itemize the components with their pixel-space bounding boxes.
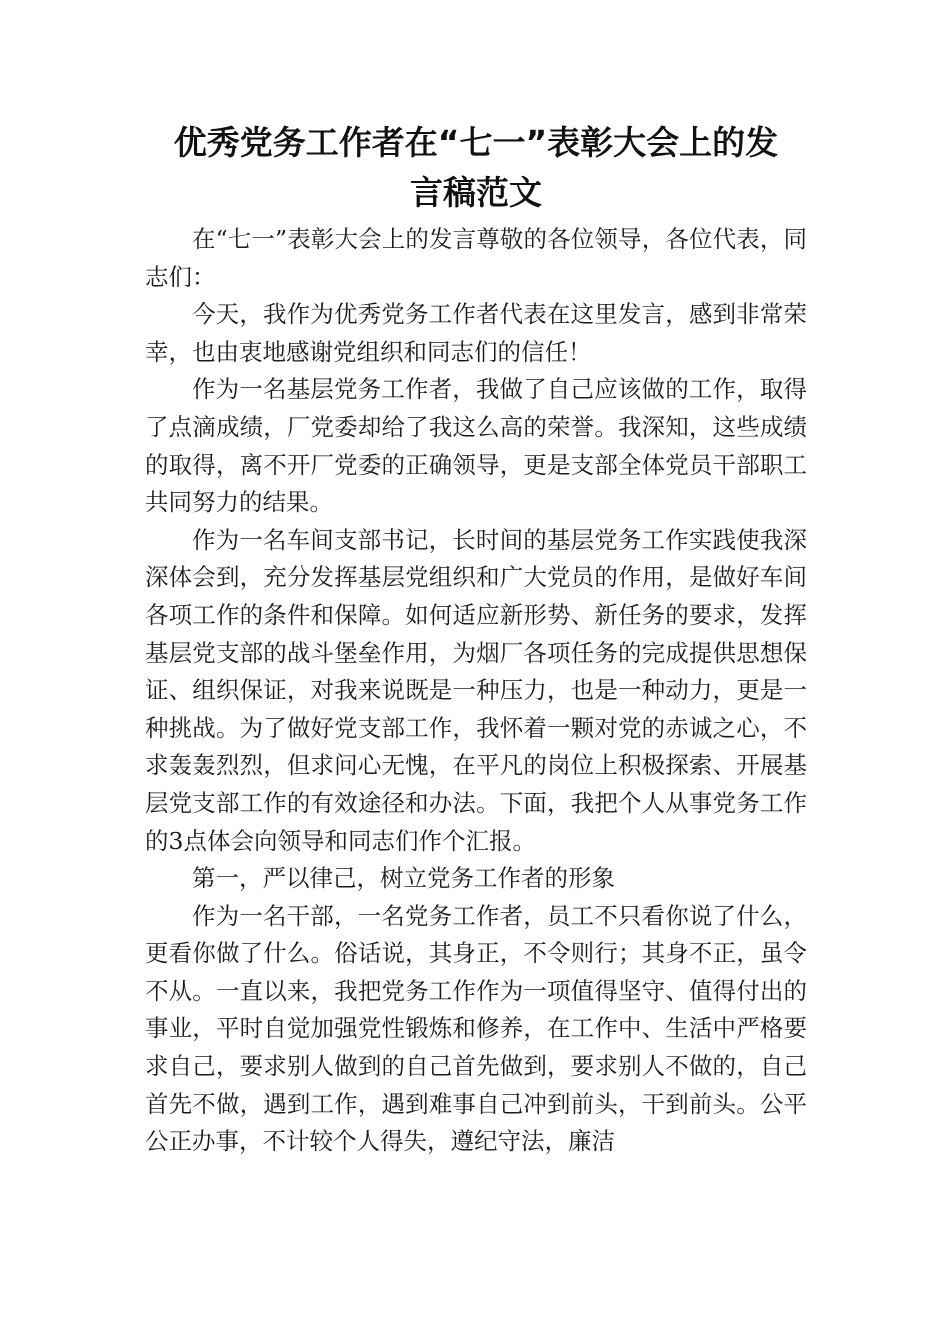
title-line-2: 言稿范文 <box>410 173 542 212</box>
title-line-1: 优秀党务工作者在“七一”表彰大会上的发 <box>173 123 779 162</box>
paragraph-salutation: 在“七一”表彰大会上的发言尊敬的各位领导，各位代表，同志们： <box>145 225 807 291</box>
section-heading-first: 第一，严以律己，树立党务工作者的形象 <box>192 864 615 893</box>
document-title <box>145 118 807 218</box>
document-content <box>145 118 807 1161</box>
paragraph-opening: 今天，我作为优秀党务工作者代表在这里发言，感到非常荣幸，也由衷地感谢党组织和同志们的信任！ <box>145 300 807 366</box>
paragraph-achievements: 作为一名基层党务工作者，我做了自己应该做的工作，取得了点滴成绩，厂党委却给了我这么高的荣誉。我深知，这些成绩的取得，离不开厂党委的正确领导，更是支部全体党员干部职工共同努力的结果。 <box>145 375 807 517</box>
paragraph-self-discipline: 作为一名干部，一名党务工作者，员工不只看你说了什么，更看你做了什么。俗话说，其身正，不令则行；其身不正，虽令不从。一直以来，我把党务工作作为一项值得坚守、值得付出的事业，平时自觉加强党性锻炼和修养，在工作中、生活中严格要求自己，要求别人做到的自己首先做到，要求别人不做的，自己首先不做，遇到工作，遇到难事自己冲到前头，干到前头。公平公正办事，不计较个人得失，遵纪守法，廉洁 <box>145 901 807 1156</box>
paragraph-experience: 作为一名车间支部书记，长时间的基层党务工作实践使我深深体会到，充分发挥基层党组织和广大党员的作用，是做好车间各项工作的条件和保障。如何适应新形势、新任务的要求，发挥基层党支部的战斗堡垒作用，为烟厂各项任务的完成提供思想保证、组织保证，对我来说既是一种压力，也是一种动力，更是一种挑战。为了做好党支部工作，我怀着一颗对党的赤诚之心，不求轰轰烈烈，但求问心无愧，在平凡的岗位上积极探索、开展基层党支部工作的有效途径和办法。下面，我把个人从事党务工作的3点体会向领导和同志们作个汇报。 <box>145 525 807 855</box>
